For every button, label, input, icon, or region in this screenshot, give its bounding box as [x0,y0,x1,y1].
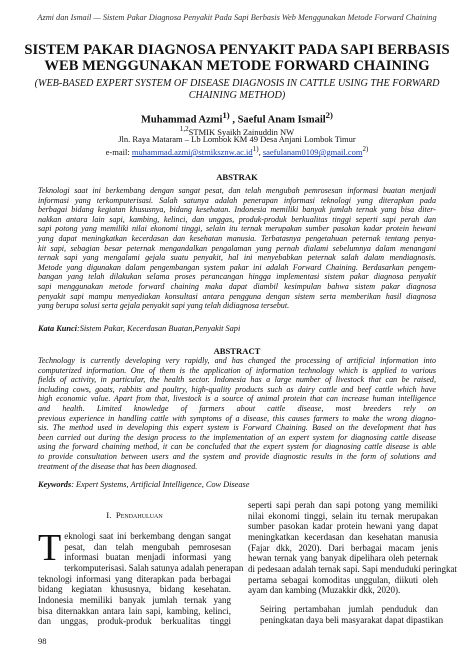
text-line: seperti sapi perah dan sapi potong yang memiliki [248,500,438,510]
text-line: kit sapi, sebagian besar peternak mengandalkan pengalaman yang pernah dialami sebelumnya dalam menangani [38,243,436,253]
right-column-para2 [248,603,444,625]
subtitle-line: CHAINING METHOD) [188,89,286,101]
title-line: SISTEM PAKAR DIAGNOSA PENYAKIT PADA SAPI BERBASIS [24,42,450,58]
text-line: nilai ekonomi tinggi, selain itu ternak merupakan [248,510,438,521]
text-line: hewan ternak yang banyak dipelihara oleh peternak [248,553,438,564]
text-line: sapi menggunakan metode forward chaining maka dapat diambil kesimpulan bahwa sistem pakar diagnosa [38,281,436,291]
dropcap-line: eknologi saat ini berkembang dengan sangat [64,531,231,541]
text-line: di pedesaan adalah ternak sapi. Sapi menduduki peringkat [248,563,457,574]
author-sup: 2) [325,110,333,120]
text-line: treatment of the disease that has been diagnosed. [38,461,198,471]
text-line: including cows, goats, rabbits and poultry, high-quality products such as dairy cattle and beef cattle which have [38,384,436,394]
left-column-body [38,562,244,627]
text-line: high economic value. Apart from that, livestock is a source of animal protein that can increase human intelligence [38,394,436,404]
keywords-label: Keywords [38,480,72,489]
text-line: (Fajar dkk, 2020). Dari berbagai macam jenis [248,542,438,553]
text-line: pertama sebagai komoditas unggulan, diikuti oleh [248,574,438,585]
text-line: ayam dan kambing (Muzakkir dkk, 2020). [248,585,401,596]
author-separator: , [229,114,238,126]
affiliation-address: Jln. Raya Mataram – Lb Lombok KM 49 Desa Anjani Lombok Timur [118,134,356,144]
abstrak-heading: ABSTRAK [216,172,258,182]
dropcap-line: pesat, dan telah mengubah pemrosesan [64,541,231,552]
text-line: ternak sapi yang mengalami gejala suatu penyakit, hal ini menyebabkan peternak salah dalam mendiagnosis. [38,253,436,263]
email-sup: 1) [252,145,259,153]
text-line: yang dapat meningkatkan kecerdasan dan kesehatan manusia. Terbatasnya pengetahuan peternak tentang penya- [38,233,436,243]
keywords [38,480,436,489]
text-line: nakkan antara lain sapi, kambing, kelinci, dan unggas, produk-produk berkualitas tinggi seperti sapi perah dan [38,214,436,224]
text-line: sumber pasokan kadar protein hewani yang dapat [248,521,438,532]
email-link-1[interactable]: muhammad.azmi@stmiksznw.ac.id [131,146,253,157]
author-name: Muhammad Azmi [141,114,223,126]
text-line: to provide consultation between users and the system and provide diagnostic results in the form of solutions and [38,451,436,461]
email-label: e-mail: [105,146,132,157]
page-number: 98 [38,636,47,646]
keywords-text: : Expert Systems, Artificial Intelligence, Cow Disease [71,480,250,489]
text-line: informasi yang terkomputerisasi. Salah satunya adalah penerapan informasi teknologi yang diterapkan pada [38,195,436,205]
text-line: bidang kegiatan khususnya, bidang kesehatan. [38,584,231,595]
text-line: bisa diternakkan antara lain sapi, kambing, kelinci, [38,605,231,616]
text-line: and health. Limited knowledge of farmers about cattle disease, most breeders rely on [38,403,436,413]
left-column [38,527,244,627]
text-line: been carried out during the design process to the implementation of an expert system for diagnosing cattle disease [38,432,436,442]
text-line: dan unggas, produk-produk berkualitas tinggi [38,616,231,627]
section-title: Pendahuluan [115,510,163,520]
affiliation-sup: 1,2 [179,125,189,133]
text-line: meningkatkan kecerdasan dan kesehatan manusia [248,531,438,542]
text-line: berbagai bidang kegiatan khususnya, bidang kesehatan. Indonesia memiliki banyak jumlah ternak yang bisa diter- [38,205,436,215]
email-line [0,144,474,157]
paper-subtitle [30,78,444,101]
right-column [248,500,457,625]
abstract-heading: ABSTRACT [213,346,261,356]
text-line: yang berupa solusi serta gejala penyakit sapi yang telah didiagnosa tersebut. [38,301,290,311]
text-line: Technology is currently developing very rapidly, and has changed the processing of artificial information into [38,356,436,365]
text-line: Teknologi saat ini berkembang dengan sangat pesat, dan telah mengubah pemrosesan informasi buatan menjadi [38,186,436,195]
text-line: terkomputerisasi. Salah satunya adalah penerapan [64,562,244,573]
text-line: fields of activity, in particular, the health sector. Indonesia has a large number of livestock that can be raised, [38,375,436,385]
text-line: bangan yang telah dilakukan selama proses perancangan hingga implementasi sistem pakar diagnosa penyakit [38,272,436,282]
kata-kunci [38,324,436,333]
email-link-2[interactable]: saefulanam0109@gmail.com [262,146,363,157]
subtitle-line: (WEB-BASED EXPERT SYSTEM OF DISEASE DIAGNOSIS IN CATTLE USING THE FORWARD [34,78,440,89]
email-sup: 2) [362,145,369,153]
abstract-body [38,356,436,471]
kata-kunci-text: :Sistem Pakar, Kecerdasan Buatan,Penyakit Sapi [76,324,241,333]
text-line: using the forward chaining method, it can be concluded that the expert system for diagnosing cattle disease is able [38,442,436,452]
email-separator: , [258,146,263,157]
paper-title [22,42,452,75]
right-column-body [248,500,457,596]
text-line: teknologi informasi yang diterapkan pada berbagai [38,573,231,584]
author-sup: 1) [222,110,230,120]
kata-kunci-label: Kata Kunci [38,324,77,333]
text-line: sis. The method used in developing this expert system is Forward Chaining. Based on the development that has [38,423,436,433]
dropcap-line: informasi buatan menjadi informasi yang [64,552,231,563]
section-heading [38,510,231,520]
abstrak-body [38,186,436,311]
text-line: penyakit sapi mampu menyediakan konsultasi antara pengguna dengan sistem serta memberikan hasil diagnosa [38,291,436,301]
section-number: I. [106,510,112,520]
text-line: peningkatan daya beli masyarakat dapat dipastikan [260,614,444,625]
text-line: sapi potong yang memiliki nilai ekonomi tinggi, selain itu ternak merupakan sumber pasokan kadar protein hewani [38,224,436,234]
author-name: Saeful Anam Ismail [237,114,326,126]
text-line: Seiring pertambahan jumlah penduduk dan [260,603,438,614]
text-line: Indonesia memiliki banyak jumlah ternak yang [38,594,231,605]
text-line: Metode yang digunakan dalam pengembangan system pakar ini adalah Forward Chaining. Berdasarkan pengem- [38,262,436,272]
running-header: Azmi dan Ismail — Sistem Pakar Diagnosa Penyakit Pada Sapi Berbasis Web Menggunakan Metode Forward Chaining [37,13,437,22]
drop-cap: T [38,527,62,569]
title-line: WEB MENGGUNAKAN METODE FORWARD CHAINING [44,58,430,75]
text-line: computerized information. One of them is the application of information technology which is applied to various [38,365,436,375]
text-line: previous experience in handling cattle with symptoms of a disease, this causes farmers to make the wrong diagno- [38,413,436,423]
institution: STMIK Syaikh Zainuddin NW [188,126,295,137]
